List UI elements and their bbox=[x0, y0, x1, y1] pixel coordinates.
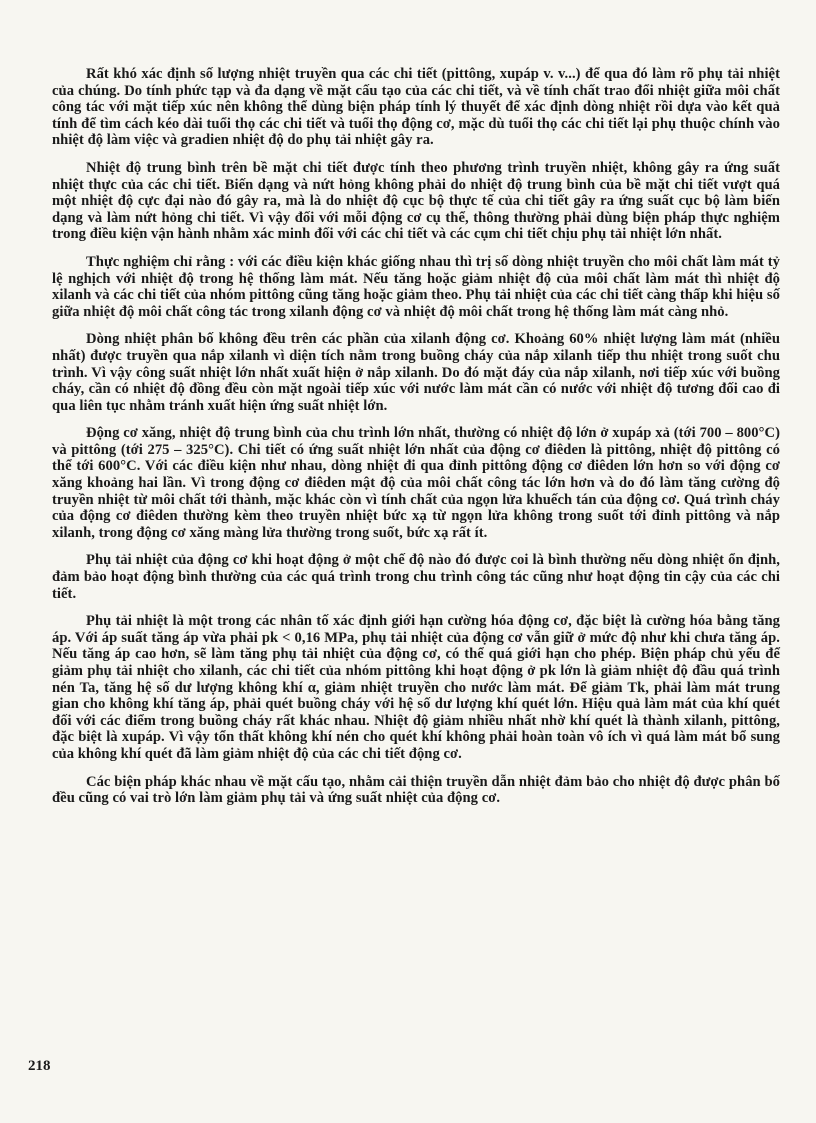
paragraph-6: Phụ tải nhiệt của động cơ khi hoạt động ở một chế độ nào đó được coi là bình thường nếu dòng nhiệt ổn định, đảm bảo hoạt động bình thường của các quá trình trong chu trình công tác cũng như hoạt động tin cậy của các chi tiết. bbox=[52, 552, 780, 602]
paragraph-1: Rất khó xác định số lượng nhiệt truyền qua các chi tiết (pittông, xupáp v. v...) để qua đó làm rõ phụ tải nhiệt của chúng. Do tính phức tạp và đa dạng về mặt cấu tạo của các chi tiết, và về tính chất trao đổi nhiệt giữa môi chất công tác với mặt tiếp xúc nên không thể dùng biện pháp tính lý thuyết để xác định dòng nhiệt rồi dựa vào kết quả tính để tìm cách kéo dài tuổi thọ các chi tiết và tuổi thọ động cơ, mặc dù tuổi thọ các chi tiết lại phụ thuộc chính vào nhiệt độ làm việc và gradien nhiệt độ do phụ tải nhiệt gây ra. bbox=[52, 66, 780, 149]
paragraph-8: Các biện pháp khác nhau về mặt cấu tạo, nhằm cải thiện truyền dẫn nhiệt đảm bảo cho nhiệt độ được phân bố đều cũng có vai trò lớn làm giảm phụ tải và ứng suất nhiệt của động cơ. bbox=[52, 773, 780, 807]
page-number: 218 bbox=[28, 1058, 51, 1074]
paragraph-5: Động cơ xăng, nhiệt độ trung bình của chu trình lớn nhất, thường có nhiệt độ lớn ở xupáp xả (tới 700 – 800°C) và pittông (tới 275 – 325°C). Chi tiết có ứng suất nhiệt lớn nhất của động cơ điêden là pittông, nhiệt độ pittông có thể tới 600°C. Với các điều kiện như nhau, dòng nhiệt đi qua đỉnh pittông động cơ điêden lớn hơn so với động cơ xăng khoảng hai lần. Vì trong động cơ điêden mật độ của môi chất công tác lớn hơn và do đó làm tăng cường độ truyền nhiệt từ môi chất tới thành, mặc khác còn vì tính chất của ngọn lửa khuếch tán của động cơ. Quá trình cháy của động cơ điêden thường kèm theo truyền nhiệt bức xạ từ ngọn lửa không trong suốt tới đỉnh pittông và nắp xilanh, trong động cơ xăng màng lửa thường trong suốt, bức xạ rất ít. bbox=[52, 425, 780, 541]
paragraph-4: Dòng nhiệt phân bố không đều trên các phần của xilanh động cơ. Khoảng 60% nhiệt lượng làm mát (nhiều nhất) được truyền qua nắp xilanh vì diện tích nằm trong buồng cháy của nắp xilanh tiếp thu nhiệt trong suốt chu trình. Vì vậy công suất nhiệt lớn nhất xuất hiện ở nắp xilanh. Do đó mặt đáy của nắp xilanh, nơi tiếp xúc với buồng cháy, cần có nhiệt độ đồng đều còn mặt ngoài tiếp xúc với nước làm mát cần có nước với nhiệt độ tương đối cao đi qua liên tục nhằm tránh xuất hiện ứng suất nhiệt lớn. bbox=[52, 331, 780, 414]
paragraph-3: Thực nghiệm chỉ rằng : với các điều kiện khác giống nhau thì trị số dòng nhiệt truyền cho môi chất làm mát tỷ lệ nghịch với nhiệt độ trong hệ thống làm mát. Nếu tăng hoặc giảm nhiệt độ của môi chất làm mát thì nhiệt độ xilanh và các chi tiết của nhóm pittông cũng tăng hoặc giảm theo. Phụ tải nhiệt của các chi tiết càng thấp khi hiệu số giữa nhiệt độ môi chất công tác trong xilanh động cơ và nhiệt độ môi chất trong hệ thống làm mát càng nhỏ. bbox=[52, 253, 780, 320]
paragraph-2: Nhiệt độ trung bình trên bề mặt chi tiết được tính theo phương trình truyền nhiệt, không gây ra ứng suất nhiệt thực của các chi tiết. Biến dạng và nứt hỏng không phải do nhiệt độ trung bình của bề mặt chi tiết vượt quá một nhiệt độ cực đại nào đó gây ra, mà là do nhiệt độ cục bộ thực tế của chi tiết gây ra ứng suất cục bộ làm biến dạng và làm nứt hỏng chi tiết. Vì vậy đối với mỗi động cơ cụ thể, thông thường phải dùng biện pháp thực nghiệm trong điều kiện vận hành nhằm xác minh đối với các chi tiết và các cụm chi tiết chịu phụ tải nhiệt lớn nhất. bbox=[52, 159, 780, 243]
paragraph-7: Phụ tải nhiệt là một trong các nhân tố xác định giới hạn cường hóa động cơ, đặc biệt là cường hóa bằng tăng áp. Với áp suất tăng áp vừa phải pk < 0,16 MPa, phụ tải nhiệt của động cơ vẫn giữ ở mức độ như khi chưa tăng áp. Nếu tăng áp cao hơn, sẽ làm tăng phụ tải nhiệt của động cơ, có thể quá giới hạn cho phép. Biện pháp chủ yếu để giảm phụ tải nhiệt cho xilanh, các chi tiết của nhóm pittông khi hoạt động ở pk lớn là giảm nhiệt độ đầu quá trình nén Ta, tăng hệ số dư lượng không khí α, giảm nhiệt truyền cho nước làm mát. Để giảm Tk, phải làm mát trung gian cho không khí tăng áp, phải quét buồng cháy với hệ số dư lượng khí quét lớn. Hiệu quả làm mát của khí quét đối với các điểm trong buồng cháy rất khác nhau. Nhiệt độ giảm nhiều nhất nhờ khí quét là thành xilanh, pittông, đặc biệt là xupáp. Vì vậy tổn thất không khí nén cho quét khí không phải hoàn toàn vô ích vì quá làm mát bổ sung của không khí quét đã làm giảm nhiệt độ của các chi tiết động cơ. bbox=[52, 613, 780, 762]
